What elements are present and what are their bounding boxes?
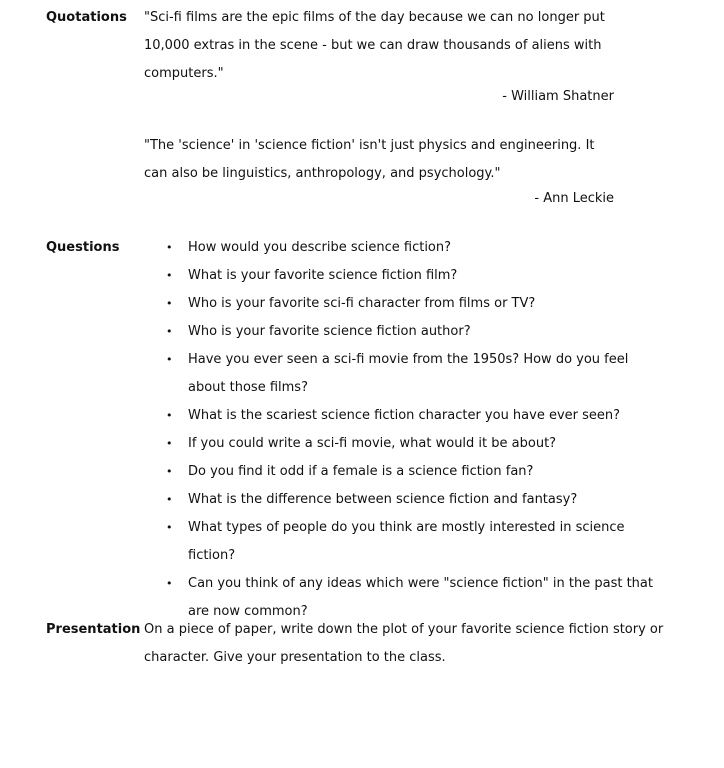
bullet-icon: •: [166, 241, 173, 254]
list-item: [144, 486, 664, 514]
presentation-text: On a piece of paper, write down the plot of your favorite science fiction story or character. Give your presentation to the class.: [144, 622, 664, 665]
presentation-label: Presentation: [46, 622, 141, 637]
list-item: [144, 346, 664, 402]
bullet-icon: •: [166, 437, 173, 450]
questions-list: [144, 234, 664, 626]
quotation-1-text: "Sci-fi films are the epic films of the day because we can no longer put 10,000 extras in the scene - but we can draw thousands of aliens with computers.": [144, 10, 605, 81]
list-item: [144, 318, 664, 346]
question-text: Can you think of any ideas which were "science fiction" in the past that are now common?: [188, 576, 653, 619]
bullet-icon: •: [166, 409, 173, 422]
bullet-icon: •: [166, 521, 173, 534]
bullet-icon: •: [166, 297, 173, 310]
list-item: [144, 458, 664, 486]
bullet-icon: •: [166, 325, 173, 338]
quotations-label: Quotations: [46, 10, 127, 25]
question-text: Who is your favorite science fiction author?: [188, 324, 471, 339]
question-text: What types of people do you think are mostly interested in science fiction?: [188, 520, 625, 563]
list-item: [144, 402, 664, 430]
question-text: How would you describe science fiction?: [188, 240, 452, 255]
list-item: [144, 290, 664, 318]
question-text: If you could write a sci-fi movie, what would it be about?: [188, 436, 557, 451]
list-item: [144, 234, 664, 262]
bullet-icon: •: [166, 493, 173, 506]
questions-label: Questions: [46, 240, 120, 255]
list-item: [144, 514, 664, 570]
bullet-icon: •: [166, 353, 173, 366]
question-text: What is your favorite science fiction film?: [188, 268, 458, 283]
list-item: [144, 262, 664, 290]
quotation-2-text: "The 'science' in 'science fiction' isn't just physics and engineering. It can also be linguistics, anthropology, and psychology.": [144, 138, 595, 181]
question-text: Have you ever seen a sci-fi movie from the 1950s? How do you feel about those films?: [188, 352, 629, 395]
bullet-icon: •: [166, 577, 173, 590]
question-text: What is the scariest science fiction character you have ever seen?: [188, 408, 621, 423]
quotation-2-author: - Ann Leckie: [534, 191, 614, 206]
list-item: [144, 430, 664, 458]
question-text: What is the difference between science fiction and fantasy?: [188, 492, 578, 507]
bullet-icon: •: [166, 269, 173, 282]
quotation-1-author: - William Shatner: [502, 89, 614, 104]
question-text: Do you find it odd if a female is a science fiction fan?: [188, 464, 534, 479]
bullet-icon: •: [166, 465, 173, 478]
question-text: Who is your favorite sci-fi character from films or TV?: [188, 296, 536, 311]
